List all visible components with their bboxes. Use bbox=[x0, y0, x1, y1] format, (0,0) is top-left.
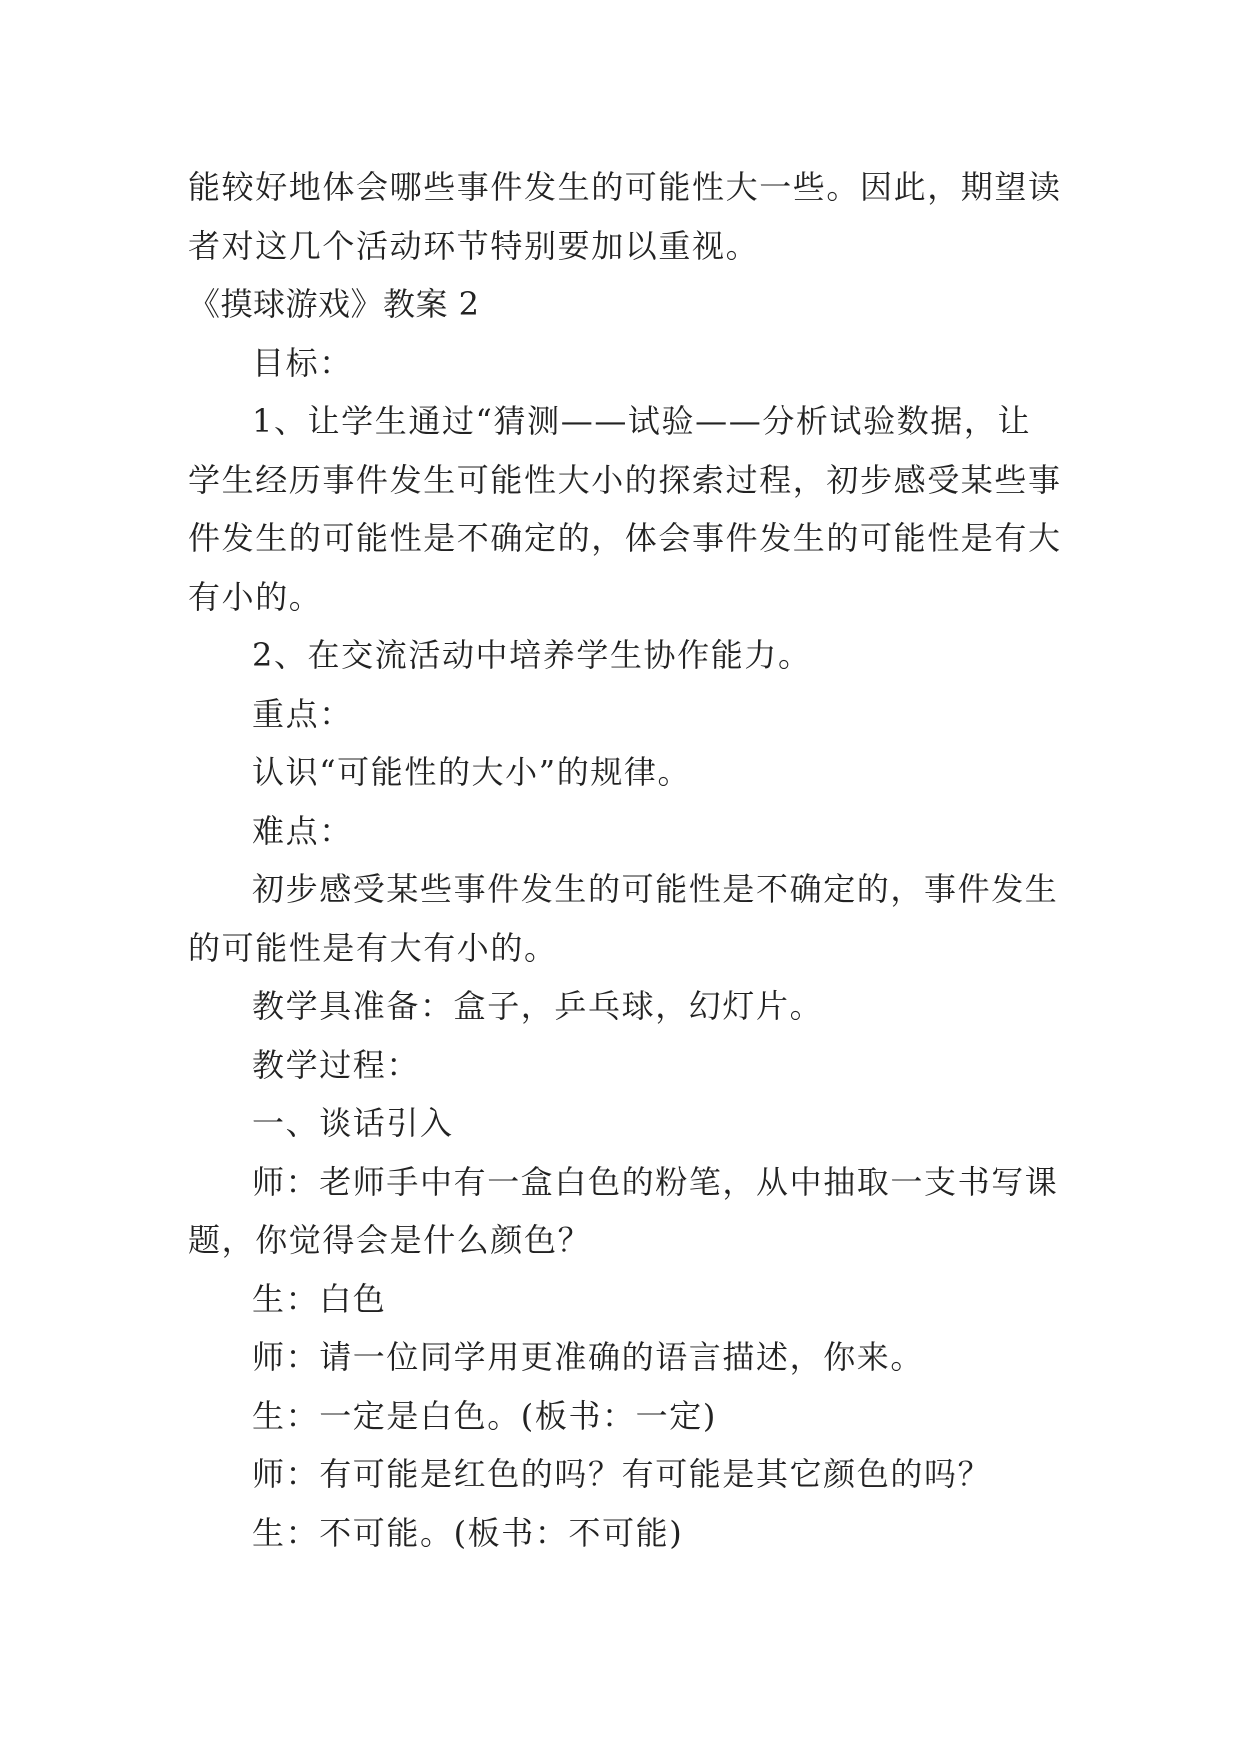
heading-key-points: 重点： bbox=[252, 694, 353, 733]
dialogue-line: 生：不可能。(板书：不可能) bbox=[252, 1513, 684, 1552]
paragraph-line: 1、让学生通过“猜测——试验——分析试验数据，让 bbox=[252, 402, 1032, 440]
heading-teaching-process: 教学过程： bbox=[252, 1045, 421, 1084]
paragraph-line: 初步感受某些事件发生的可能性是不确定的，事件发生 bbox=[252, 870, 1059, 908]
document-body bbox=[188, 158, 1068, 1562]
dialogue-line: 师：有可能是红色的吗？有可能是其它颜色的吗？ bbox=[252, 1455, 992, 1493]
paragraph-line: 教学具准备：盒子，乒乓球，幻灯片。 bbox=[252, 987, 824, 1025]
paragraph-line: 者对这几个活动环节特别要加以重视。 bbox=[188, 226, 760, 265]
dialogue-line: 生：一定是白色。(板书：一定) bbox=[252, 1396, 717, 1435]
dialogue-line: 师：老师手中有一盒白色的粉笔，从中抽取一支书写课 bbox=[252, 1162, 1059, 1201]
paragraph-line: 认识“可能性的大小”的规律。 bbox=[252, 753, 692, 791]
paragraph-line: 学生经历事件发生可能性大小的探索过程，初步感受某些事 bbox=[188, 460, 1062, 499]
section-title: 《摸球游戏》教案 2 bbox=[188, 285, 480, 323]
paragraph-line: 能较好地体会哪些事件发生的可能性大一些。因此，期望读 bbox=[188, 168, 1062, 206]
heading-goals: 目标： bbox=[252, 343, 353, 382]
dialogue-line: 生：白色 bbox=[252, 1279, 387, 1318]
dialogue-line: 题，你觉得会是什么颜色？ bbox=[188, 1221, 592, 1259]
paragraph-line: 有小的。 bbox=[188, 577, 323, 616]
dialogue-line: 师：请一位同学用更准确的语言描述，你来。 bbox=[252, 1338, 925, 1376]
heading-difficulties: 难点： bbox=[252, 811, 353, 850]
subheading-introduction: 一、谈话引入 bbox=[252, 1104, 454, 1142]
paragraph-line: 的可能性是有大有小的。 bbox=[188, 928, 558, 967]
paragraph-line: 件发生的可能性是不确定的，体会事件发生的可能性是有大 bbox=[188, 519, 1062, 557]
paragraph-line: 2、在交流活动中培养学生协作能力。 bbox=[252, 636, 812, 674]
